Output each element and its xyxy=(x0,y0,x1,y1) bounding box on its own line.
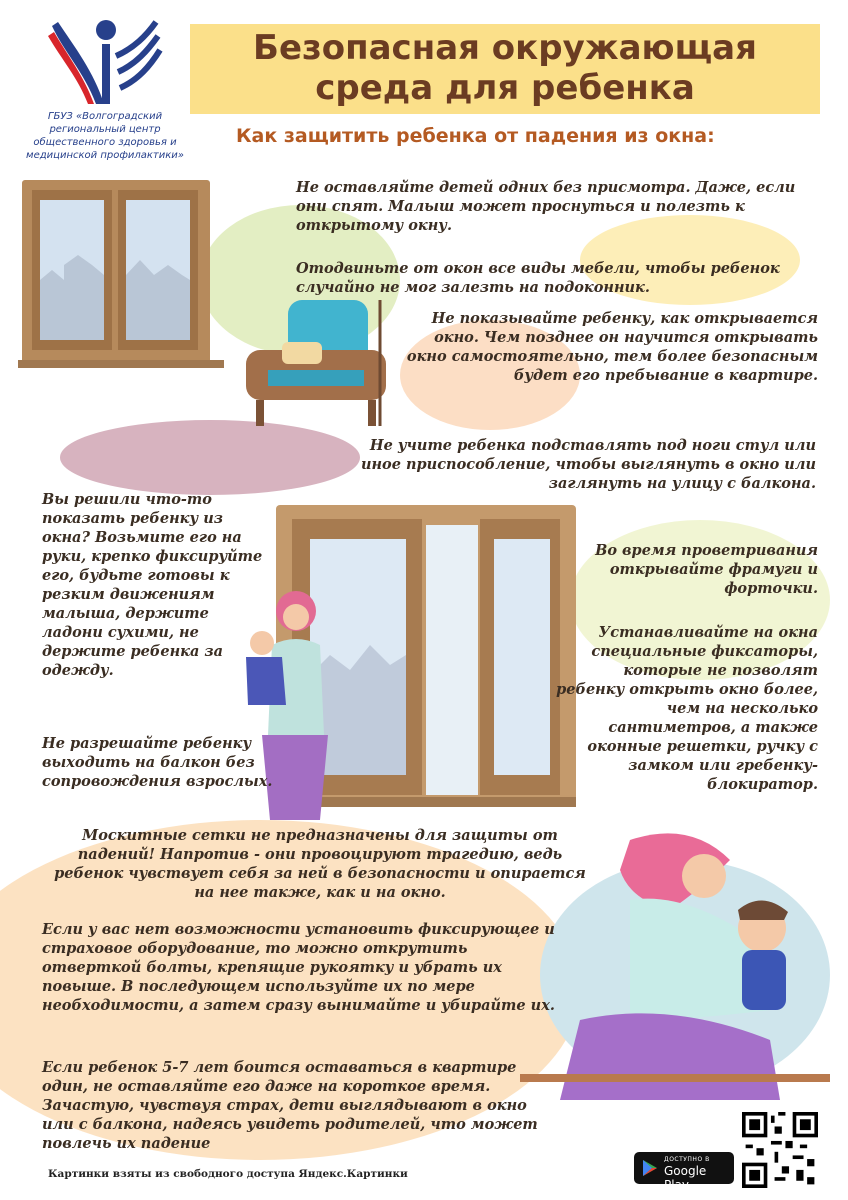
tip-hold-child: Вы решили что-то показать ребенку из окна? Возьмите его на руки, крепко фиксируйте его, будьте готовы к резким движениям малыша, держите ладони сухими, не держите ребенка за одежду. xyxy=(42,491,263,679)
organization-logo xyxy=(44,12,164,108)
window-illustration-top xyxy=(18,180,224,370)
tip-mosquito-nets: Москитные сетки не предназначены для защиты от падений! Напротив - они провоцируют трагедию, ведь ребенок чувствует себя за ней в безопасности и опирается на нее также, как и на окно. xyxy=(54,827,586,901)
qr-code[interactable] xyxy=(742,1112,818,1188)
page-subtitle: Как защитить ребенка от падения из окна: xyxy=(236,125,715,147)
tip-move-furniture: Отодвиньте от окон все виды мебели, чтобы ребенок случайно не мог залезть на подоконник. xyxy=(296,260,780,296)
tip-ventilation: Во время проветривания открывайте фрамуги и форточки. xyxy=(595,542,818,597)
tip-window-locks: Устанавливайте на окна специальные фиксаторы, которые не позволят ребенку открыть окно более, чем на несколько сантиметров, а также оконные решетки, ручку с замком или гребенку-блокиратор. xyxy=(556,624,818,793)
google-play-badge-small: ДОСТУПНО В xyxy=(664,1156,710,1163)
image-source-note: Картинки взяты из свободного доступа Яндекс.Картинки xyxy=(48,1168,408,1180)
logo-caption: ГБУЗ «Волгоградский региональный центр общественного здоровья и медицинской профилактики» xyxy=(26,111,184,161)
tip-balcony: Не разрешайте ребенку выходить на балкон без сопровождения взрослых. xyxy=(42,735,273,790)
armchair-illustration xyxy=(238,290,398,430)
tip-dont-show-opening: Не показывайте ребенку, как открывается окно. Чем позднее он научится открывать окно самостоятельно, тем более безопасным будет его пребывание в квартире. xyxy=(406,310,818,384)
tip-child-alone: Если ребенок 5-7 лет боится оставаться в квартире один, не оставляйте его даже на короткое время. Зачастую, чувствуя страх, дети выглядывают в окно или с балкона, надеясь увидеть родителей, что может повлечь их падение xyxy=(42,1059,538,1152)
page-title: Безопасная окружающая среда для ребенка xyxy=(253,28,757,108)
google-play-icon xyxy=(642,1159,658,1177)
tip-supervision: Не оставляйте детей одних без присмотра. Даже, если они спят. Малыш может проснуться и полезть к открытому окну. xyxy=(296,179,796,234)
tip-no-stool: Не учите ребенка подставлять под ноги стул или иное приспособление, чтобы выглянуть в окно или заглянуть на улицу с балкона. xyxy=(360,437,816,492)
google-play-badge[interactable] xyxy=(634,1152,734,1192)
decor-blob-rug xyxy=(60,420,360,495)
google-play-badge-label: Google Play xyxy=(664,1164,707,1192)
tip-remove-handle: Если у вас нет возможности установить фиксирующее и страховое оборудование, то можно открутить отверткой болты, крепящие рукоятку и убрать их повыше. В последующем используйте их по мере необходимости, а затем сразу вынимайте и убирайте их. xyxy=(42,921,555,1014)
